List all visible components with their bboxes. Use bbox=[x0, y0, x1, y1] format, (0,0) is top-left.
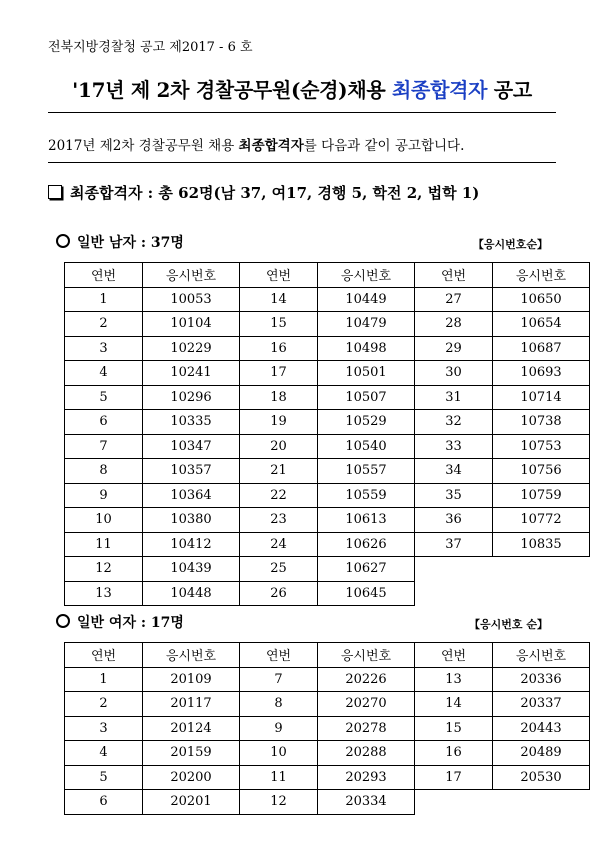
exam-number-cell: 10448 bbox=[143, 581, 240, 606]
table-row bbox=[65, 508, 590, 533]
exam-number-cell: 20200 bbox=[143, 765, 240, 790]
exam-number-cell: 10645 bbox=[318, 581, 415, 606]
exam-number-cell: 20117 bbox=[143, 692, 240, 717]
serial-number-cell: 13 bbox=[65, 581, 143, 606]
exam-number-cell: 10364 bbox=[143, 483, 240, 508]
serial-number-cell: 10 bbox=[65, 508, 143, 533]
exam-number-cell: 10449 bbox=[318, 287, 415, 312]
exam-number-cell: 20201 bbox=[143, 790, 240, 815]
serial-number-cell: 17 bbox=[415, 765, 493, 790]
exam-number-cell: 10296 bbox=[143, 385, 240, 410]
serial-number-cell: 35 bbox=[415, 483, 493, 508]
table-row bbox=[65, 459, 590, 484]
summary-line bbox=[48, 182, 479, 203]
serial-number-cell: 11 bbox=[65, 532, 143, 557]
serial-number-cell: 9 bbox=[65, 483, 143, 508]
female-roster-table bbox=[64, 642, 590, 815]
column-header: 연번 bbox=[240, 643, 318, 668]
table-row bbox=[65, 716, 590, 741]
serial-number-cell: 7 bbox=[240, 667, 318, 692]
page-title bbox=[48, 74, 556, 103]
exam-number-cell: 10738 bbox=[493, 410, 590, 435]
table-row bbox=[65, 336, 590, 361]
exam-number-cell: 10687 bbox=[493, 336, 590, 361]
serial-number-cell: 17 bbox=[240, 361, 318, 386]
exam-number-cell: 10357 bbox=[143, 459, 240, 484]
column-header: 연번 bbox=[415, 643, 493, 668]
table-row bbox=[65, 483, 590, 508]
circle-bullet-icon bbox=[56, 234, 70, 248]
checkbox-icon bbox=[48, 185, 62, 199]
column-header: 연번 bbox=[65, 643, 143, 668]
serial-number-cell: 14 bbox=[415, 692, 493, 717]
exam-number-cell: 20336 bbox=[493, 667, 590, 692]
serial-number-cell: 20 bbox=[240, 434, 318, 459]
column-header: 응시번호 bbox=[493, 643, 590, 668]
table-row bbox=[65, 581, 590, 606]
empty-cell bbox=[493, 581, 590, 606]
exam-number-cell: 20288 bbox=[318, 741, 415, 766]
exam-number-cell: 10772 bbox=[493, 508, 590, 533]
exam-number-cell: 10380 bbox=[143, 508, 240, 533]
column-header: 응시번호 bbox=[143, 263, 240, 288]
table-header-row bbox=[65, 263, 590, 288]
exam-number-cell: 20293 bbox=[318, 765, 415, 790]
serial-number-cell: 32 bbox=[415, 410, 493, 435]
circle-bullet-icon bbox=[56, 614, 70, 628]
exam-number-cell: 20489 bbox=[493, 741, 590, 766]
serial-number-cell: 7 bbox=[65, 434, 143, 459]
serial-number-cell: 23 bbox=[240, 508, 318, 533]
serial-number-cell: 6 bbox=[65, 790, 143, 815]
serial-number-cell: 30 bbox=[415, 361, 493, 386]
exam-number-cell: 10479 bbox=[318, 312, 415, 337]
serial-number-cell: 31 bbox=[415, 385, 493, 410]
title-highlight: 최종합격자 bbox=[392, 78, 488, 102]
serial-number-cell: 8 bbox=[65, 459, 143, 484]
table-row bbox=[65, 667, 590, 692]
exam-number-cell: 20443 bbox=[493, 716, 590, 741]
serial-number-cell: 16 bbox=[415, 741, 493, 766]
serial-number-cell: 11 bbox=[240, 765, 318, 790]
exam-number-cell: 20109 bbox=[143, 667, 240, 692]
intro-sentence bbox=[48, 134, 464, 154]
exam-number-cell: 20278 bbox=[318, 716, 415, 741]
exam-number-cell: 20334 bbox=[318, 790, 415, 815]
table-row bbox=[65, 312, 590, 337]
column-header: 연번 bbox=[240, 263, 318, 288]
section-male-title: 일반 남자 : 37명 bbox=[56, 232, 184, 252]
exam-number-cell: 10053 bbox=[143, 287, 240, 312]
table-header-row bbox=[65, 643, 590, 668]
serial-number-cell: 25 bbox=[240, 557, 318, 582]
serial-number-cell: 22 bbox=[240, 483, 318, 508]
serial-number-cell: 33 bbox=[415, 434, 493, 459]
serial-number-cell: 5 bbox=[65, 765, 143, 790]
serial-number-cell: 1 bbox=[65, 287, 143, 312]
empty-cell bbox=[415, 790, 493, 815]
exam-number-cell: 10613 bbox=[318, 508, 415, 533]
sort-note: 【응시번호순】 bbox=[472, 238, 548, 251]
column-header: 연번 bbox=[65, 263, 143, 288]
title-underline bbox=[48, 112, 556, 113]
title-suffix: 공고 bbox=[487, 78, 532, 102]
table-row bbox=[65, 557, 590, 582]
exam-number-cell: 10756 bbox=[493, 459, 590, 484]
serial-number-cell: 3 bbox=[65, 716, 143, 741]
intro-bold: 최종합격자 bbox=[238, 138, 304, 154]
table-row bbox=[65, 790, 590, 815]
table-row bbox=[65, 361, 590, 386]
exam-number-cell: 10627 bbox=[318, 557, 415, 582]
serial-number-cell: 15 bbox=[415, 716, 493, 741]
exam-number-cell: 10104 bbox=[143, 312, 240, 337]
serial-number-cell: 27 bbox=[415, 287, 493, 312]
exam-number-cell: 10439 bbox=[143, 557, 240, 582]
title-prefix: '17년 제 2차 경찰공무원(순경)채용 bbox=[72, 78, 393, 102]
section-female-title: 일반 여자 : 17명 bbox=[56, 612, 184, 632]
exam-number-cell: 10759 bbox=[493, 483, 590, 508]
exam-number-cell: 10654 bbox=[493, 312, 590, 337]
exam-number-cell: 20124 bbox=[143, 716, 240, 741]
serial-number-cell: 21 bbox=[240, 459, 318, 484]
serial-number-cell: 34 bbox=[415, 459, 493, 484]
serial-number-cell: 18 bbox=[240, 385, 318, 410]
intro-prefix: 2017년 제2차 경찰공무원 채용 bbox=[48, 138, 239, 154]
exam-number-cell: 10529 bbox=[318, 410, 415, 435]
exam-number-cell: 10501 bbox=[318, 361, 415, 386]
empty-cell bbox=[415, 557, 493, 582]
table-row bbox=[65, 434, 590, 459]
serial-number-cell: 19 bbox=[240, 410, 318, 435]
serial-number-cell: 29 bbox=[415, 336, 493, 361]
serial-number-cell: 12 bbox=[240, 790, 318, 815]
table-row bbox=[65, 287, 590, 312]
document-number: 전북지방경찰청 공고 제2017 - 6 호 bbox=[48, 40, 253, 55]
serial-number-cell: 13 bbox=[415, 667, 493, 692]
serial-number-cell: 16 bbox=[240, 336, 318, 361]
serial-number-cell: 1 bbox=[65, 667, 143, 692]
serial-number-cell: 36 bbox=[415, 508, 493, 533]
empty-cell bbox=[493, 557, 590, 582]
serial-number-cell: 9 bbox=[240, 716, 318, 741]
serial-number-cell: 37 bbox=[415, 532, 493, 557]
serial-number-cell: 10 bbox=[240, 741, 318, 766]
exam-number-cell: 10412 bbox=[143, 532, 240, 557]
serial-number-cell: 4 bbox=[65, 361, 143, 386]
table-row bbox=[65, 410, 590, 435]
summary-text: 최종합격자 : 총 62명(남 37, 여17, 경행 5, 학전 2, 법학 1) bbox=[70, 184, 480, 202]
exam-number-cell: 10753 bbox=[493, 434, 590, 459]
exam-number-cell: 10650 bbox=[493, 287, 590, 312]
table-row bbox=[65, 385, 590, 410]
serial-number-cell: 14 bbox=[240, 287, 318, 312]
sort-note: 【응시번호 순】 bbox=[469, 618, 548, 631]
serial-number-cell: 2 bbox=[65, 692, 143, 717]
exam-number-cell: 10557 bbox=[318, 459, 415, 484]
exam-number-cell: 10714 bbox=[493, 385, 590, 410]
exam-number-cell: 10229 bbox=[143, 336, 240, 361]
exam-number-cell: 10835 bbox=[493, 532, 590, 557]
column-header: 응시번호 bbox=[493, 263, 590, 288]
exam-number-cell: 10559 bbox=[318, 483, 415, 508]
column-header: 연번 bbox=[415, 263, 493, 288]
serial-number-cell: 2 bbox=[65, 312, 143, 337]
column-header: 응시번호 bbox=[143, 643, 240, 668]
male-roster-table bbox=[64, 262, 590, 606]
serial-number-cell: 15 bbox=[240, 312, 318, 337]
exam-number-cell: 10507 bbox=[318, 385, 415, 410]
serial-number-cell: 4 bbox=[65, 741, 143, 766]
serial-number-cell: 26 bbox=[240, 581, 318, 606]
column-header: 응시번호 bbox=[318, 263, 415, 288]
exam-number-cell: 10241 bbox=[143, 361, 240, 386]
serial-number-cell: 12 bbox=[65, 557, 143, 582]
serial-number-cell: 24 bbox=[240, 532, 318, 557]
serial-number-cell: 8 bbox=[240, 692, 318, 717]
exam-number-cell: 10626 bbox=[318, 532, 415, 557]
exam-number-cell: 20159 bbox=[143, 741, 240, 766]
exam-number-cell: 10540 bbox=[318, 434, 415, 459]
exam-number-cell: 20270 bbox=[318, 692, 415, 717]
empty-cell bbox=[415, 581, 493, 606]
serial-number-cell: 5 bbox=[65, 385, 143, 410]
intro-divider bbox=[48, 162, 556, 163]
exam-number-cell: 10693 bbox=[493, 361, 590, 386]
exam-number-cell: 10335 bbox=[143, 410, 240, 435]
intro-suffix: 를 다음과 같이 공고합니다. bbox=[303, 138, 465, 154]
table-row bbox=[65, 741, 590, 766]
exam-number-cell: 10498 bbox=[318, 336, 415, 361]
exam-number-cell: 10347 bbox=[143, 434, 240, 459]
exam-number-cell: 20530 bbox=[493, 765, 590, 790]
serial-number-cell: 3 bbox=[65, 336, 143, 361]
exam-number-cell: 20337 bbox=[493, 692, 590, 717]
table-row bbox=[65, 692, 590, 717]
serial-number-cell: 6 bbox=[65, 410, 143, 435]
column-header: 응시번호 bbox=[318, 643, 415, 668]
table-row bbox=[65, 765, 590, 790]
table-row bbox=[65, 532, 590, 557]
serial-number-cell: 28 bbox=[415, 312, 493, 337]
empty-cell bbox=[493, 790, 590, 815]
exam-number-cell: 20226 bbox=[318, 667, 415, 692]
